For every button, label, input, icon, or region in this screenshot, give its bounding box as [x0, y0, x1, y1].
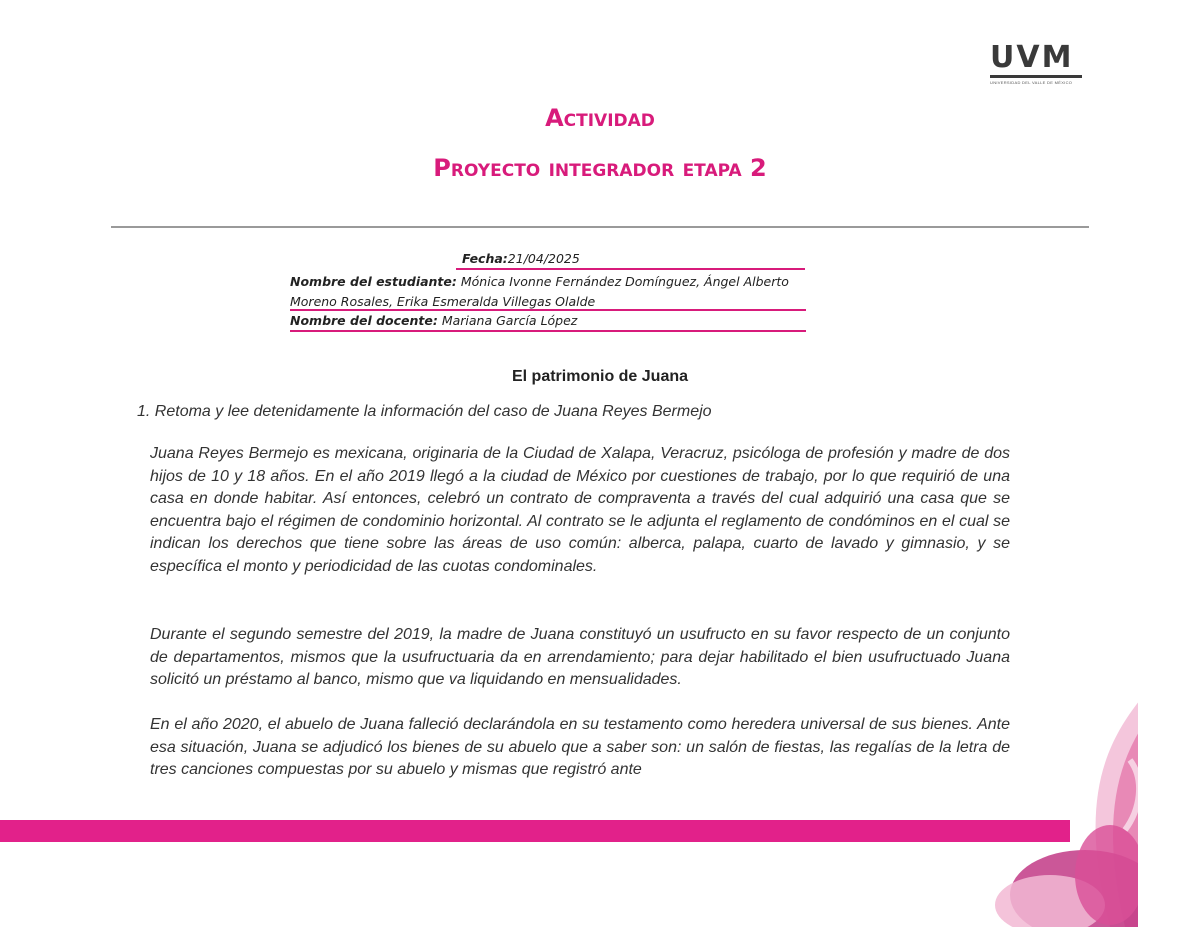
case-paragraph-3: En el año 2020, el abuelo de Juana falleció declarándola en su testamento como heredera universal de sus bienes. Ante esa situación, Juana se adjudicó los bienes de su abuelo que a saber son: un salón de fiestas, las regalías de la letra de tres canciones compuestas por su abuelo y mismas que registró ante	[150, 716, 1010, 778]
footer-pink-bar	[0, 820, 1070, 842]
teacher-value: Mariana García López	[437, 313, 578, 328]
student-label: Nombre del estudiante:	[290, 274, 457, 289]
student-line	[290, 272, 806, 312]
logo-underline	[990, 75, 1082, 78]
logo-text: UVM	[990, 40, 1074, 75]
case-paragraph-1: Juana Reyes Bermejo es mexicana, originaria de la Ciudad de Xalapa, Veracruz, psicóloga de profesión y madre de dos hijos de 10 y 18 años. En el año 2019 llegó a la ciudad de México por cuestiones de trabajo, por lo que requirió de una casa en donde habitar. Así entonces, celebró un contrato de compraventa a través del cual adquirió una casa que se encuentra bajo el régimen de condominio horizontal. Al contrato se le adjunta el reglamento de condóminos en el cual se indican los derechos que tiene sobre las áreas de uso común: alberca, palapa, cuarto de lavado y gimnasio, y se específica el monto y periodicidad de las cuotas condominales.	[150, 445, 1010, 575]
decorative-swirl-graphic	[990, 690, 1150, 927]
date-value: 21/04/2025	[507, 251, 580, 266]
uvm-logo	[990, 40, 1090, 88]
project-title: Proyecto integrador etapa 2	[433, 154, 767, 182]
logo-subtitle: UNIVERSIDAD DEL VALLE DE MÉXICO	[990, 80, 1073, 85]
instruction-step: 1. Retoma y lee detenidamente la información del caso de Juana Reyes Bermejo	[137, 403, 712, 420]
date-underline	[456, 268, 805, 270]
teacher-line	[290, 313, 806, 328]
teacher-label: Nombre del docente:	[290, 313, 438, 328]
activity-title: Actividad	[545, 104, 655, 132]
teacher-underline	[290, 330, 806, 332]
date-label: Fecha:	[462, 251, 508, 266]
student-underline	[290, 309, 806, 311]
document-heading: El patrimonio de Juana	[511, 368, 689, 385]
student-value: Mónica Ivonne Fernández Domínguez, Ángel Alberto Moreno Rosales, Erika Esmeralda Villegas Olalde	[290, 274, 789, 309]
case-paragraph-2: Durante el segundo semestre del 2019, la madre de Juana constituyó un usufructo en su favor respecto de un conjunto de departamentos, mismos que la usufructuaria da en arrendamiento; para dejar habilitado el bien usufructuado Juana solicitó un préstamo al banco, mismo que va liquidando en mensualidades.	[150, 626, 1010, 688]
header-divider	[111, 226, 1089, 228]
date-line	[290, 251, 806, 266]
